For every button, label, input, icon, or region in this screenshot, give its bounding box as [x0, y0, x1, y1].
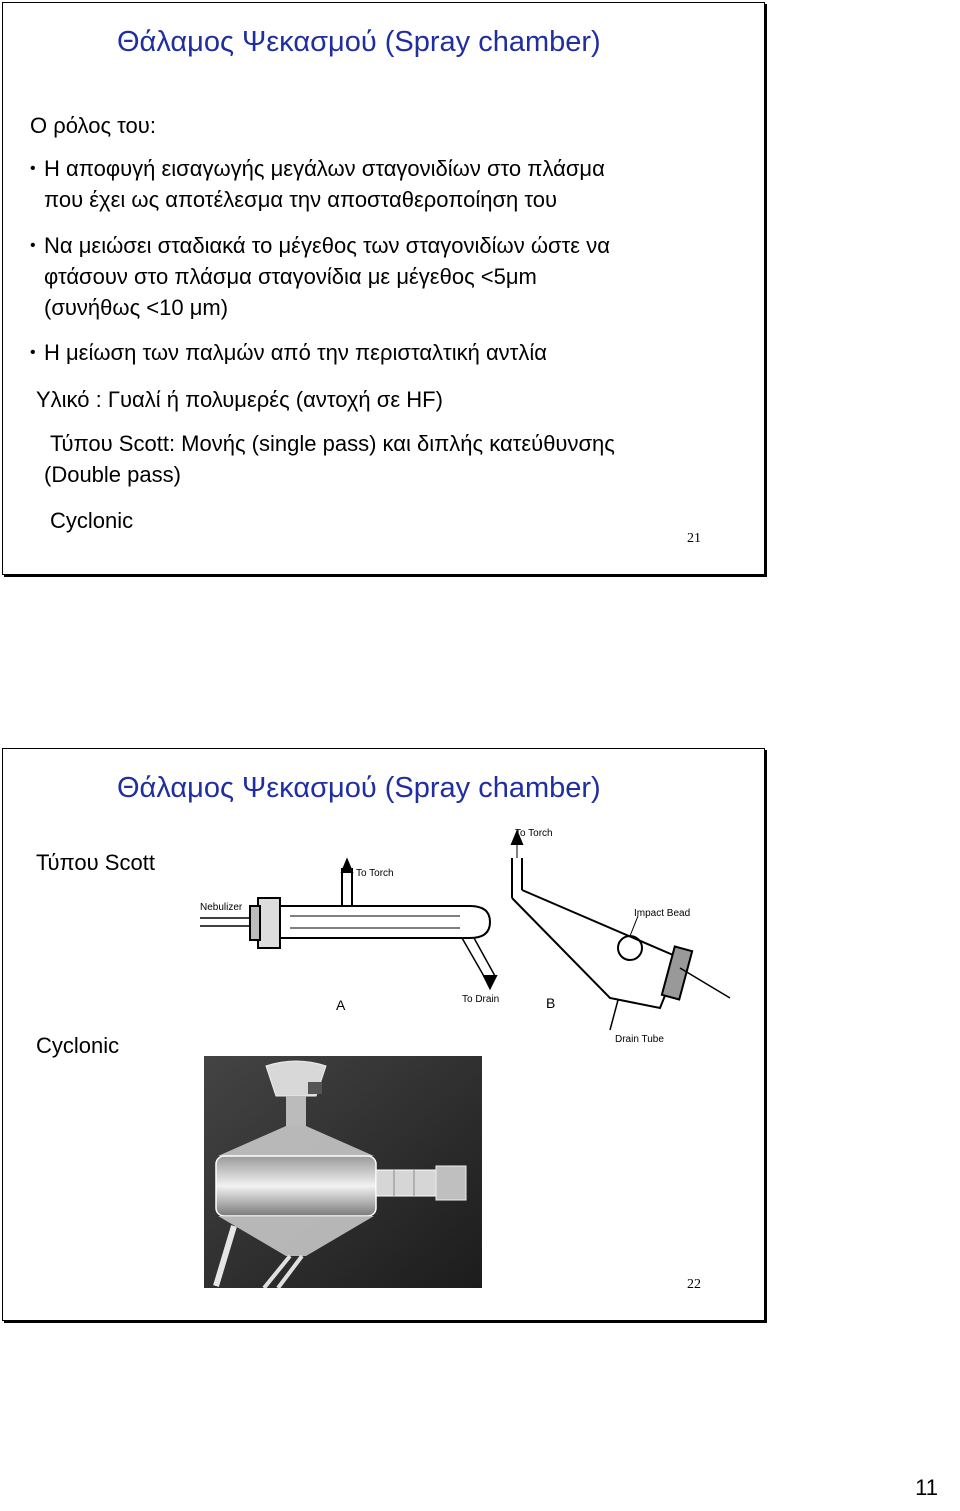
label-nebulizer: Nebulizer — [200, 902, 243, 913]
scott-label: Τύπου Scott — [36, 850, 155, 875]
cyclonic-chamber-illustration — [204, 1056, 482, 1288]
slide-22-title: Θάλαμος Ψεκασμού (Spray chamber) — [117, 772, 601, 804]
chamber-b — [512, 832, 730, 1030]
label-to-torch-b: To Torch — [515, 828, 553, 839]
label-to-torch-a: To Torch — [356, 868, 394, 879]
bullet-1-line-1: Η αποφυγή εισαγωγής μεγάλων σταγονιδίων στο πλάσμα — [44, 156, 605, 181]
slide-number-21: 21 — [687, 531, 701, 546]
bullet-1-line-2: που έχει ως αποτέλεσμα την αποσταθεροποίηση του — [44, 187, 558, 212]
chamber-a — [200, 860, 496, 988]
bullet-1 — [30, 153, 605, 215]
cyclonic-line: Cyclonic — [50, 508, 134, 533]
role-heading: Ο ρόλος του: — [30, 113, 156, 138]
label-b: B — [546, 995, 556, 1011]
bullet-icon: • — [30, 237, 36, 254]
bullet-2-line-2: φτάσουν στο πλάσμα σταγονίδια με μέγεθος <5μm — [44, 264, 537, 289]
cyclonic-label: Cyclonic — [36, 1033, 120, 1058]
bullet-2-line-3: (συνήθως <10 μm) — [44, 295, 229, 320]
bullet-icon: • — [30, 344, 36, 361]
scott-chamber-diagram — [190, 818, 740, 1048]
bullet-2 — [30, 230, 610, 323]
bullet-icon: • — [30, 160, 36, 177]
label-a: A — [336, 997, 346, 1013]
bullet-2-line-1: Να μειώσει σταδιακά το μέγεθος των σταγονιδίων ώστε να — [44, 233, 610, 258]
label-impact-bead: Impact Bead — [634, 908, 691, 919]
material-line: Υλικό : Γυαλί ή πολυμερές (αντοχή σε HF) — [36, 387, 443, 412]
slide-number-22: 22 — [687, 1277, 701, 1292]
bullet-3 — [30, 337, 547, 368]
label-drain-tube: Drain Tube — [615, 1034, 664, 1045]
cyclonic-chamber-photo — [204, 1056, 482, 1288]
bullet-3-line-1: Η μείωση των παλμών από την περισταλτική αντλία — [44, 340, 547, 365]
label-to-drain: To Drain — [462, 994, 500, 1005]
scott-line-1: Τύπου Scott: Μονής (single pass) και διπλής κατεύθυνσης — [50, 431, 615, 456]
scott-line-2: (Double pass) — [44, 462, 181, 487]
slide-21-title: Θάλαμος Ψεκασμού (Spray chamber) — [117, 26, 601, 58]
page-number: 11 — [915, 1475, 938, 1500]
